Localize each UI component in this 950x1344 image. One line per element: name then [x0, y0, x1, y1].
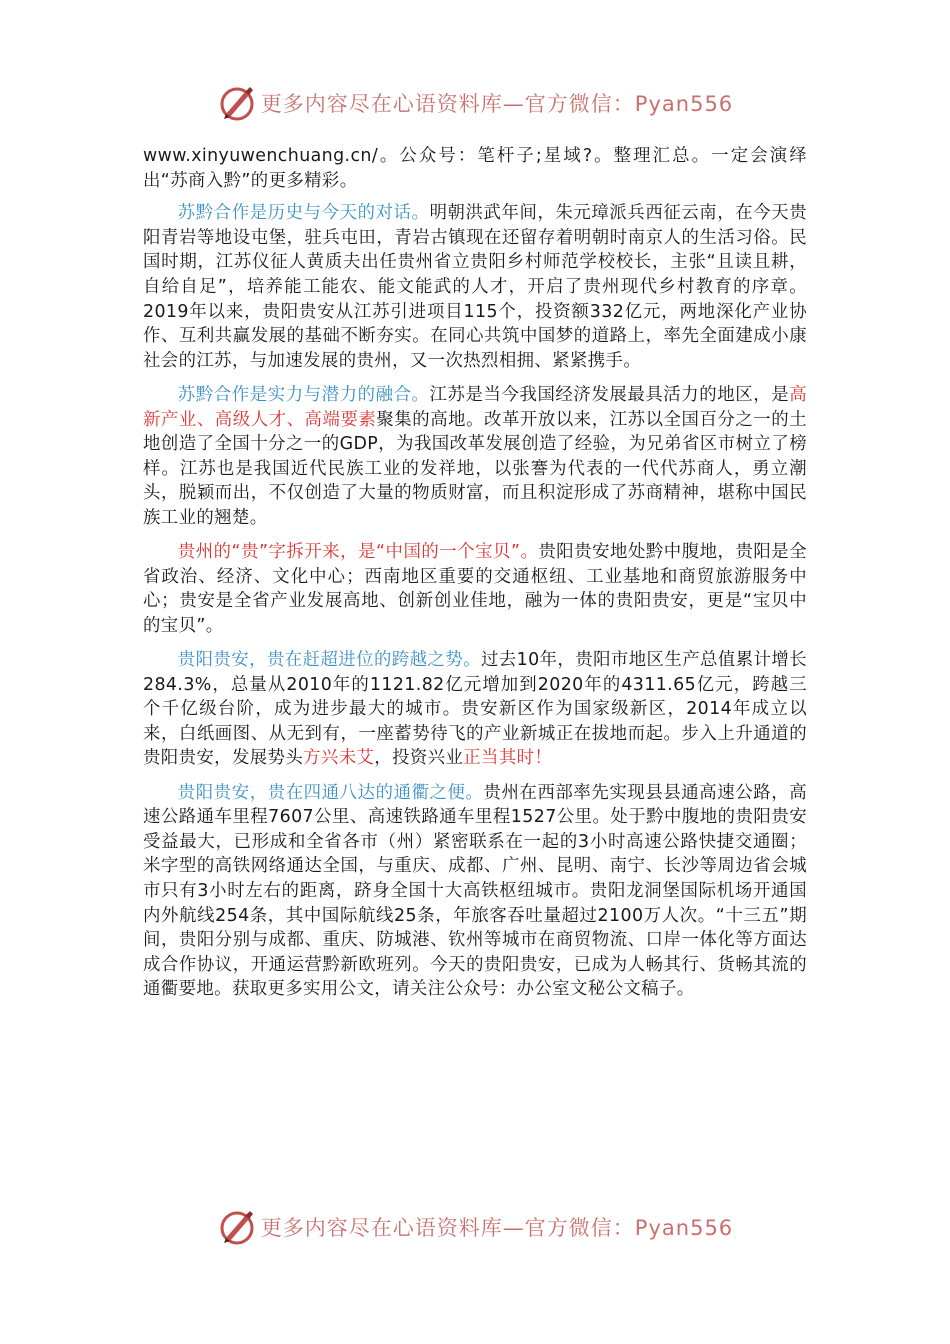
- banner-text: 更多内容尽在心语资料库—官方微信：Pyan556: [260, 1216, 734, 1240]
- paragraph-lead: 贵州的“贵”字拆开来，是“中国的一个宝贝”。: [177, 542, 539, 563]
- body-paragraph: [143, 781, 807, 1002]
- website-link[interactable]: www.xinyuwenchuang.cn/: [143, 146, 379, 166]
- paragraph-text: 聚集的高地。改革开放以来，江苏以全国百分之一的土地创造了全国十分之一的GDP，为我国改革发展创造了经验，为兄弟省区市树立了榜样。江苏也是我国近代民族工业的发祥地，以张謇为代表的一代代苏商人，勇立潮头，脱颖而出，不仅创造了大量的物质财富，而且积淀形成了苏商精神，堪称中国民族工业的翘楚。: [143, 409, 808, 528]
- paragraph-text: 过去10年，贵阳市地区生产总值累计增长284.3%，总量从2010年的1121.82亿元增加到2020年的4311.65亿元，跨越三个千亿级台阶，成为进步最大的城市。贵安新区作为国家级新区，2014年成立以来，白纸画图、从无到有，一座蓄势待飞的产业新城正在拔地而起。步入上升通道的贵阳贵安，发展势头: [143, 650, 807, 769]
- paragraph-text: 江苏是当今我国经济发展最具活力的地区，是: [429, 384, 790, 405]
- banner-text: 更多内容尽在心语资料库—官方微信：Pyan556: [260, 92, 734, 116]
- paragraph-text: ，投资兴业: [374, 748, 464, 769]
- highlighted-text: 方兴未艾: [303, 748, 375, 769]
- highlighted-text: 正当其时！: [463, 748, 553, 769]
- body-paragraph: [143, 648, 807, 771]
- paragraph-lead: 苏黔合作是实力与潜力的融合。: [177, 384, 430, 405]
- paragraph-lead: 贵阳贵安，贵在四通八达的通衢之便。: [177, 782, 484, 803]
- paragraph-text: 贵阳贵安地处黔中腹地，贵阳是全省政治、经济、文化中心；西南地区重要的交通枢纽、工业基地和商贸旅游服务中心；贵安是全省产业发展高地、创新创业佳地，融为一体的贵阳贵安，更是“宝贝中的宝贝”。: [143, 542, 807, 636]
- intro-paragraph: [143, 144, 807, 193]
- document-body: [143, 144, 807, 1012]
- pen-logo-icon: [217, 1207, 257, 1247]
- paragraph-list: [143, 201, 807, 1002]
- paragraph-lead: 贵阳贵安，贵在赶超进位的跨越之势。: [177, 650, 481, 671]
- intro-text: 。公众号：笔杆子;星域?。整理汇总。一定会演绎出“苏商入黔”的更多精彩。: [143, 146, 807, 191]
- paragraph-lead: 苏黔合作是历史与今天的对话。: [177, 203, 430, 224]
- footer-banner: [0, 1202, 950, 1252]
- body-paragraph: [143, 540, 807, 638]
- body-paragraph: [143, 383, 807, 531]
- paragraph-text: 贵州在西部率先实现县县通高速公路，高速公路通车里程7607公里、高速铁路通车里程1527公里。处于黔中腹地的贵阳贵安受益最大，已形成和全省各市（州）紧密联系在一起的3小时高速公路快捷交通圈；米字型的高铁网络通达全国，与重庆、成都、广州、昆明、南宁、长沙等周边省会城市只有3小时左右的距离，跻身全国十大高铁枢纽城市。贵阳龙洞堡国际机场开通国内外航线254条，其中国际航线25条，年旅客吞吐量超过2100万人次。“十三五”期间，贵阳分别与成都、重庆、防城港、钦州等城市在商贸物流、口岸一体化等方面达成合作协议，开通运营黔新欧班列。今天的贵阳贵安，已成为人畅其行、货畅其流的通衢要地。获取更多实用公文，请关注公众号：办公室文秘公文稿子。: [143, 782, 807, 1000]
- highlighted-text: 高新产业、高级人才、高端要素: [143, 384, 807, 430]
- paragraph-text: 明朝洪武年间，朱元璋派兵西征云南，在今天贵阳青岩等地设屯堡，驻兵屯田，青岩古镇现在还留存着明朝时南京人的生活习俗。民国时期，江苏仪征人黄质夫出任贵州省立贵阳乡村师范学校校长，主张“且读且耕，自给自足”，培养能工能农、能文能武的人才，开启了贵州现代乡村教育的序章。2019年以来，贵阳贵安从江苏引进项目115个，投资额332亿元，两地深化产业协作、互利共赢发展的基础不断夯实。在同心共筑中国梦的道路上，率先全面建成小康社会的江苏，与加速发展的贵州，又一次热烈相拥、紧紧携手。: [143, 203, 808, 371]
- pen-logo-icon: [217, 83, 257, 123]
- header-banner: [0, 78, 950, 128]
- body-paragraph: [143, 201, 807, 373]
